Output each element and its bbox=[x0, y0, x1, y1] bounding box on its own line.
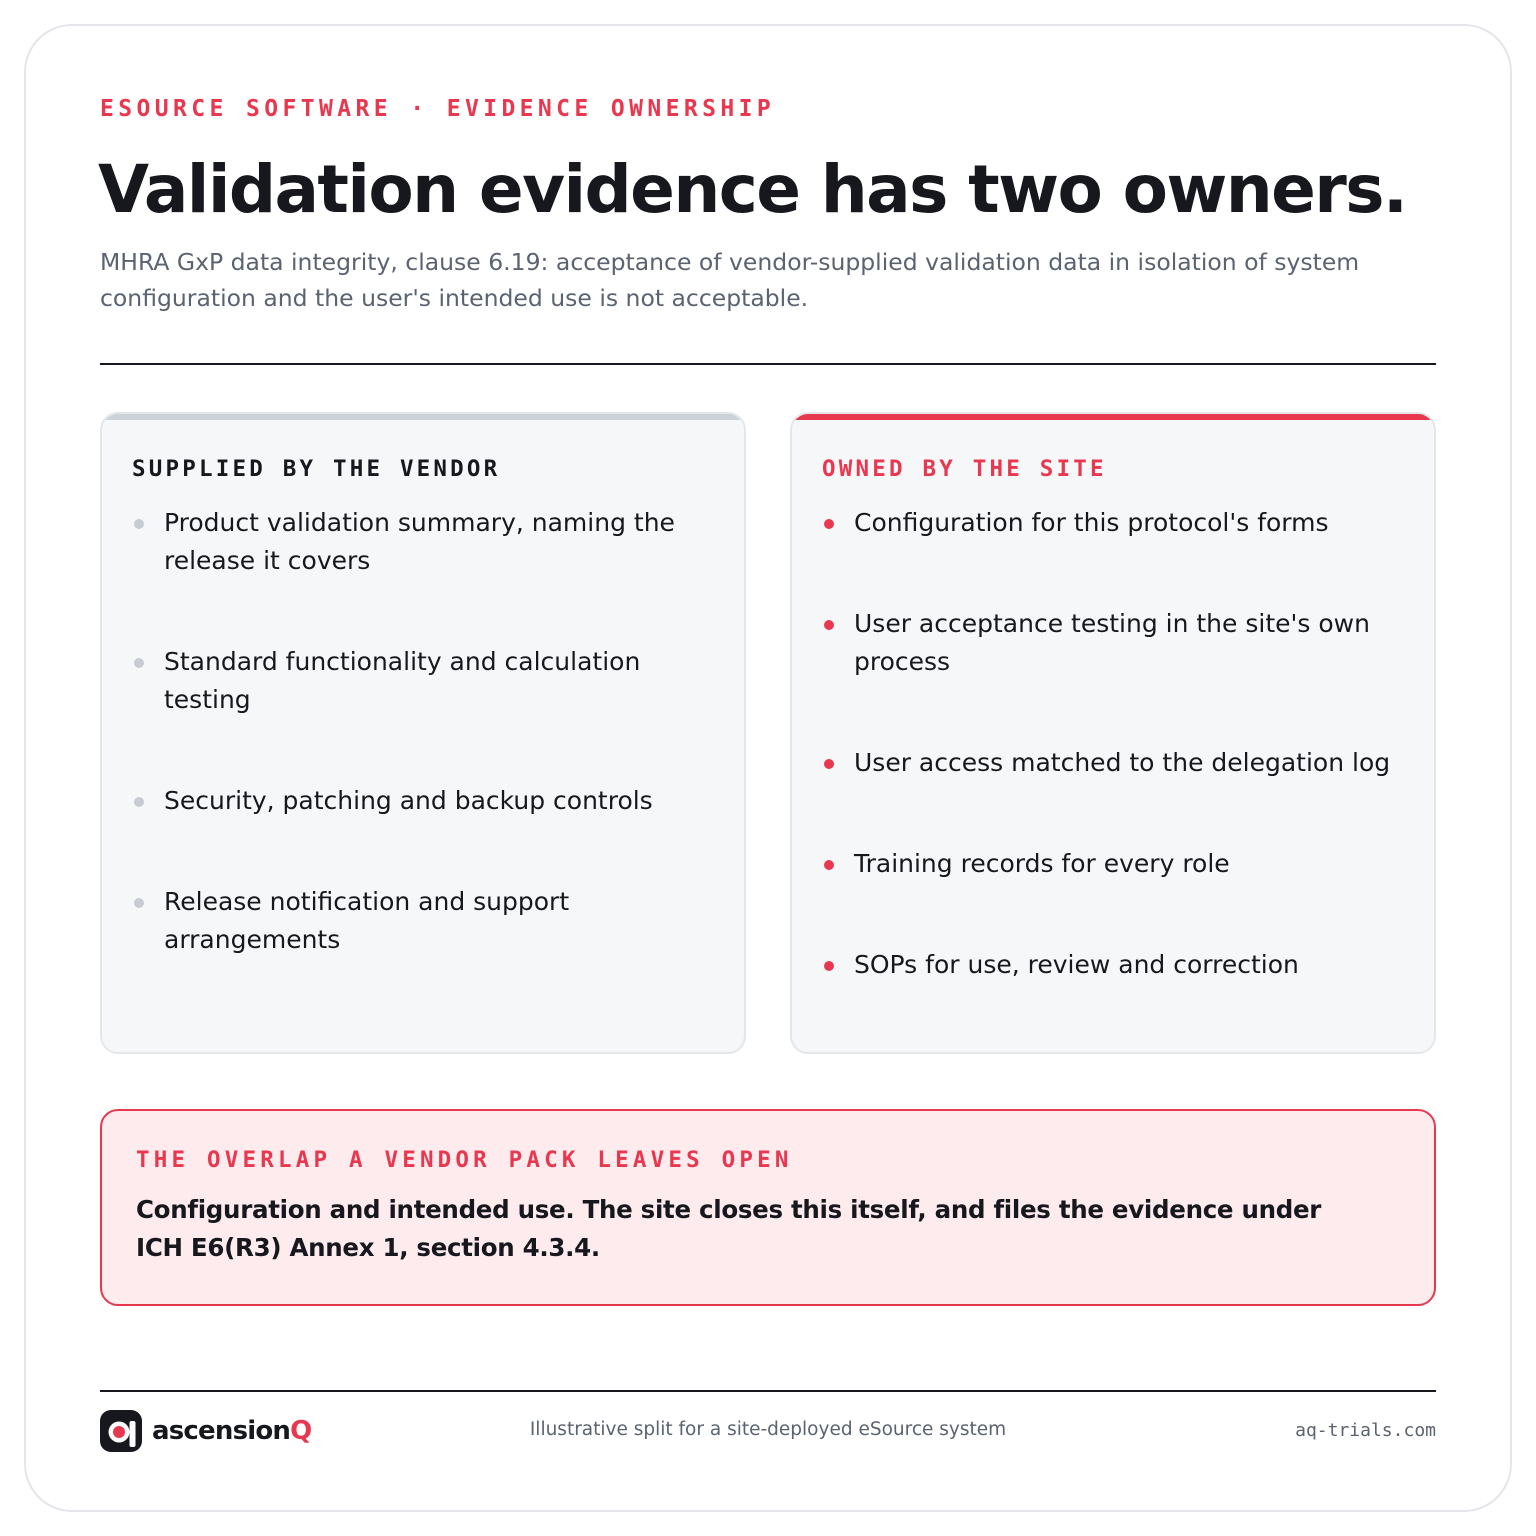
list-item-text: User acceptance testing in the site's own process bbox=[854, 609, 1370, 676]
brand-wordmark-main: ascension bbox=[152, 1416, 291, 1446]
eyebrow-label: ESOURCE SOFTWARE · EVIDENCE OWNERSHIP bbox=[100, 96, 776, 122]
list-item-text: Configuration for this protocol's forms bbox=[854, 508, 1329, 537]
callout-text: Configuration and intended use. The site closes this itself, and files the evidence under ICH E6(R3) Annex 1, section 4.3.4. bbox=[136, 1195, 1322, 1262]
vendor-card-topbar bbox=[102, 414, 744, 420]
site-card bbox=[790, 412, 1436, 1054]
page-title: Validation evidence has two owners. bbox=[98, 151, 1407, 228]
bullet-dot-icon bbox=[134, 519, 144, 529]
list-item bbox=[822, 845, 1412, 946]
bullet-dot-icon bbox=[824, 620, 834, 630]
list-item-text: Training records for every role bbox=[854, 849, 1230, 878]
list-item bbox=[132, 504, 722, 643]
bullet-dot-icon bbox=[134, 898, 144, 908]
bullet-dot-icon bbox=[134, 797, 144, 807]
brand-wordmark-accent: Q bbox=[290, 1416, 312, 1446]
list-item-text: Security, patching and backup controls bbox=[164, 786, 653, 815]
page-subtitle: MHRA GxP data integrity, clause 6.19: acceptance of vendor-supplied validation data in isolation of system configuration and the user's intended use is not acceptable. bbox=[100, 248, 1360, 312]
list-item bbox=[132, 643, 722, 782]
footer-note: Illustrative split for a site-deployed eSource system bbox=[529, 1419, 1007, 1440]
bullet-dot-icon bbox=[824, 519, 834, 529]
list-item bbox=[822, 605, 1412, 744]
list-item-text: User access matched to the delegation log bbox=[854, 748, 1391, 777]
site-list bbox=[822, 504, 1412, 1047]
bullet-dot-icon bbox=[134, 658, 144, 668]
site-card-heading: OWNED BY THE SITE bbox=[822, 456, 1107, 482]
bullet-dot-icon bbox=[824, 759, 834, 769]
list-item-text: SOPs for use, review and correction bbox=[854, 950, 1299, 979]
overlap-callout bbox=[100, 1109, 1436, 1306]
site-card-topbar bbox=[792, 414, 1434, 420]
top-divider bbox=[100, 363, 1436, 365]
list-item bbox=[132, 782, 722, 883]
list-item bbox=[822, 946, 1412, 1047]
bullet-dot-icon bbox=[824, 860, 834, 870]
list-item-text: Product validation summary, naming the release it covers bbox=[164, 508, 675, 575]
list-item bbox=[132, 883, 722, 1022]
list-item-text: Release notification and support arrangements bbox=[164, 887, 570, 954]
list-item bbox=[822, 504, 1412, 605]
footer-url: aq-trials.com bbox=[1295, 1420, 1436, 1441]
vendor-card-heading: SUPPLIED BY THE VENDOR bbox=[132, 456, 501, 482]
callout-label: THE OVERLAP A VENDOR PACK LEAVES OPEN bbox=[136, 1147, 793, 1173]
footer-divider bbox=[100, 1390, 1436, 1392]
vendor-list bbox=[132, 504, 722, 1022]
bullet-dot-icon bbox=[824, 961, 834, 971]
vendor-card bbox=[100, 412, 746, 1054]
list-item-text: Standard functionality and calculation testing bbox=[164, 647, 641, 714]
list-item bbox=[822, 744, 1412, 845]
